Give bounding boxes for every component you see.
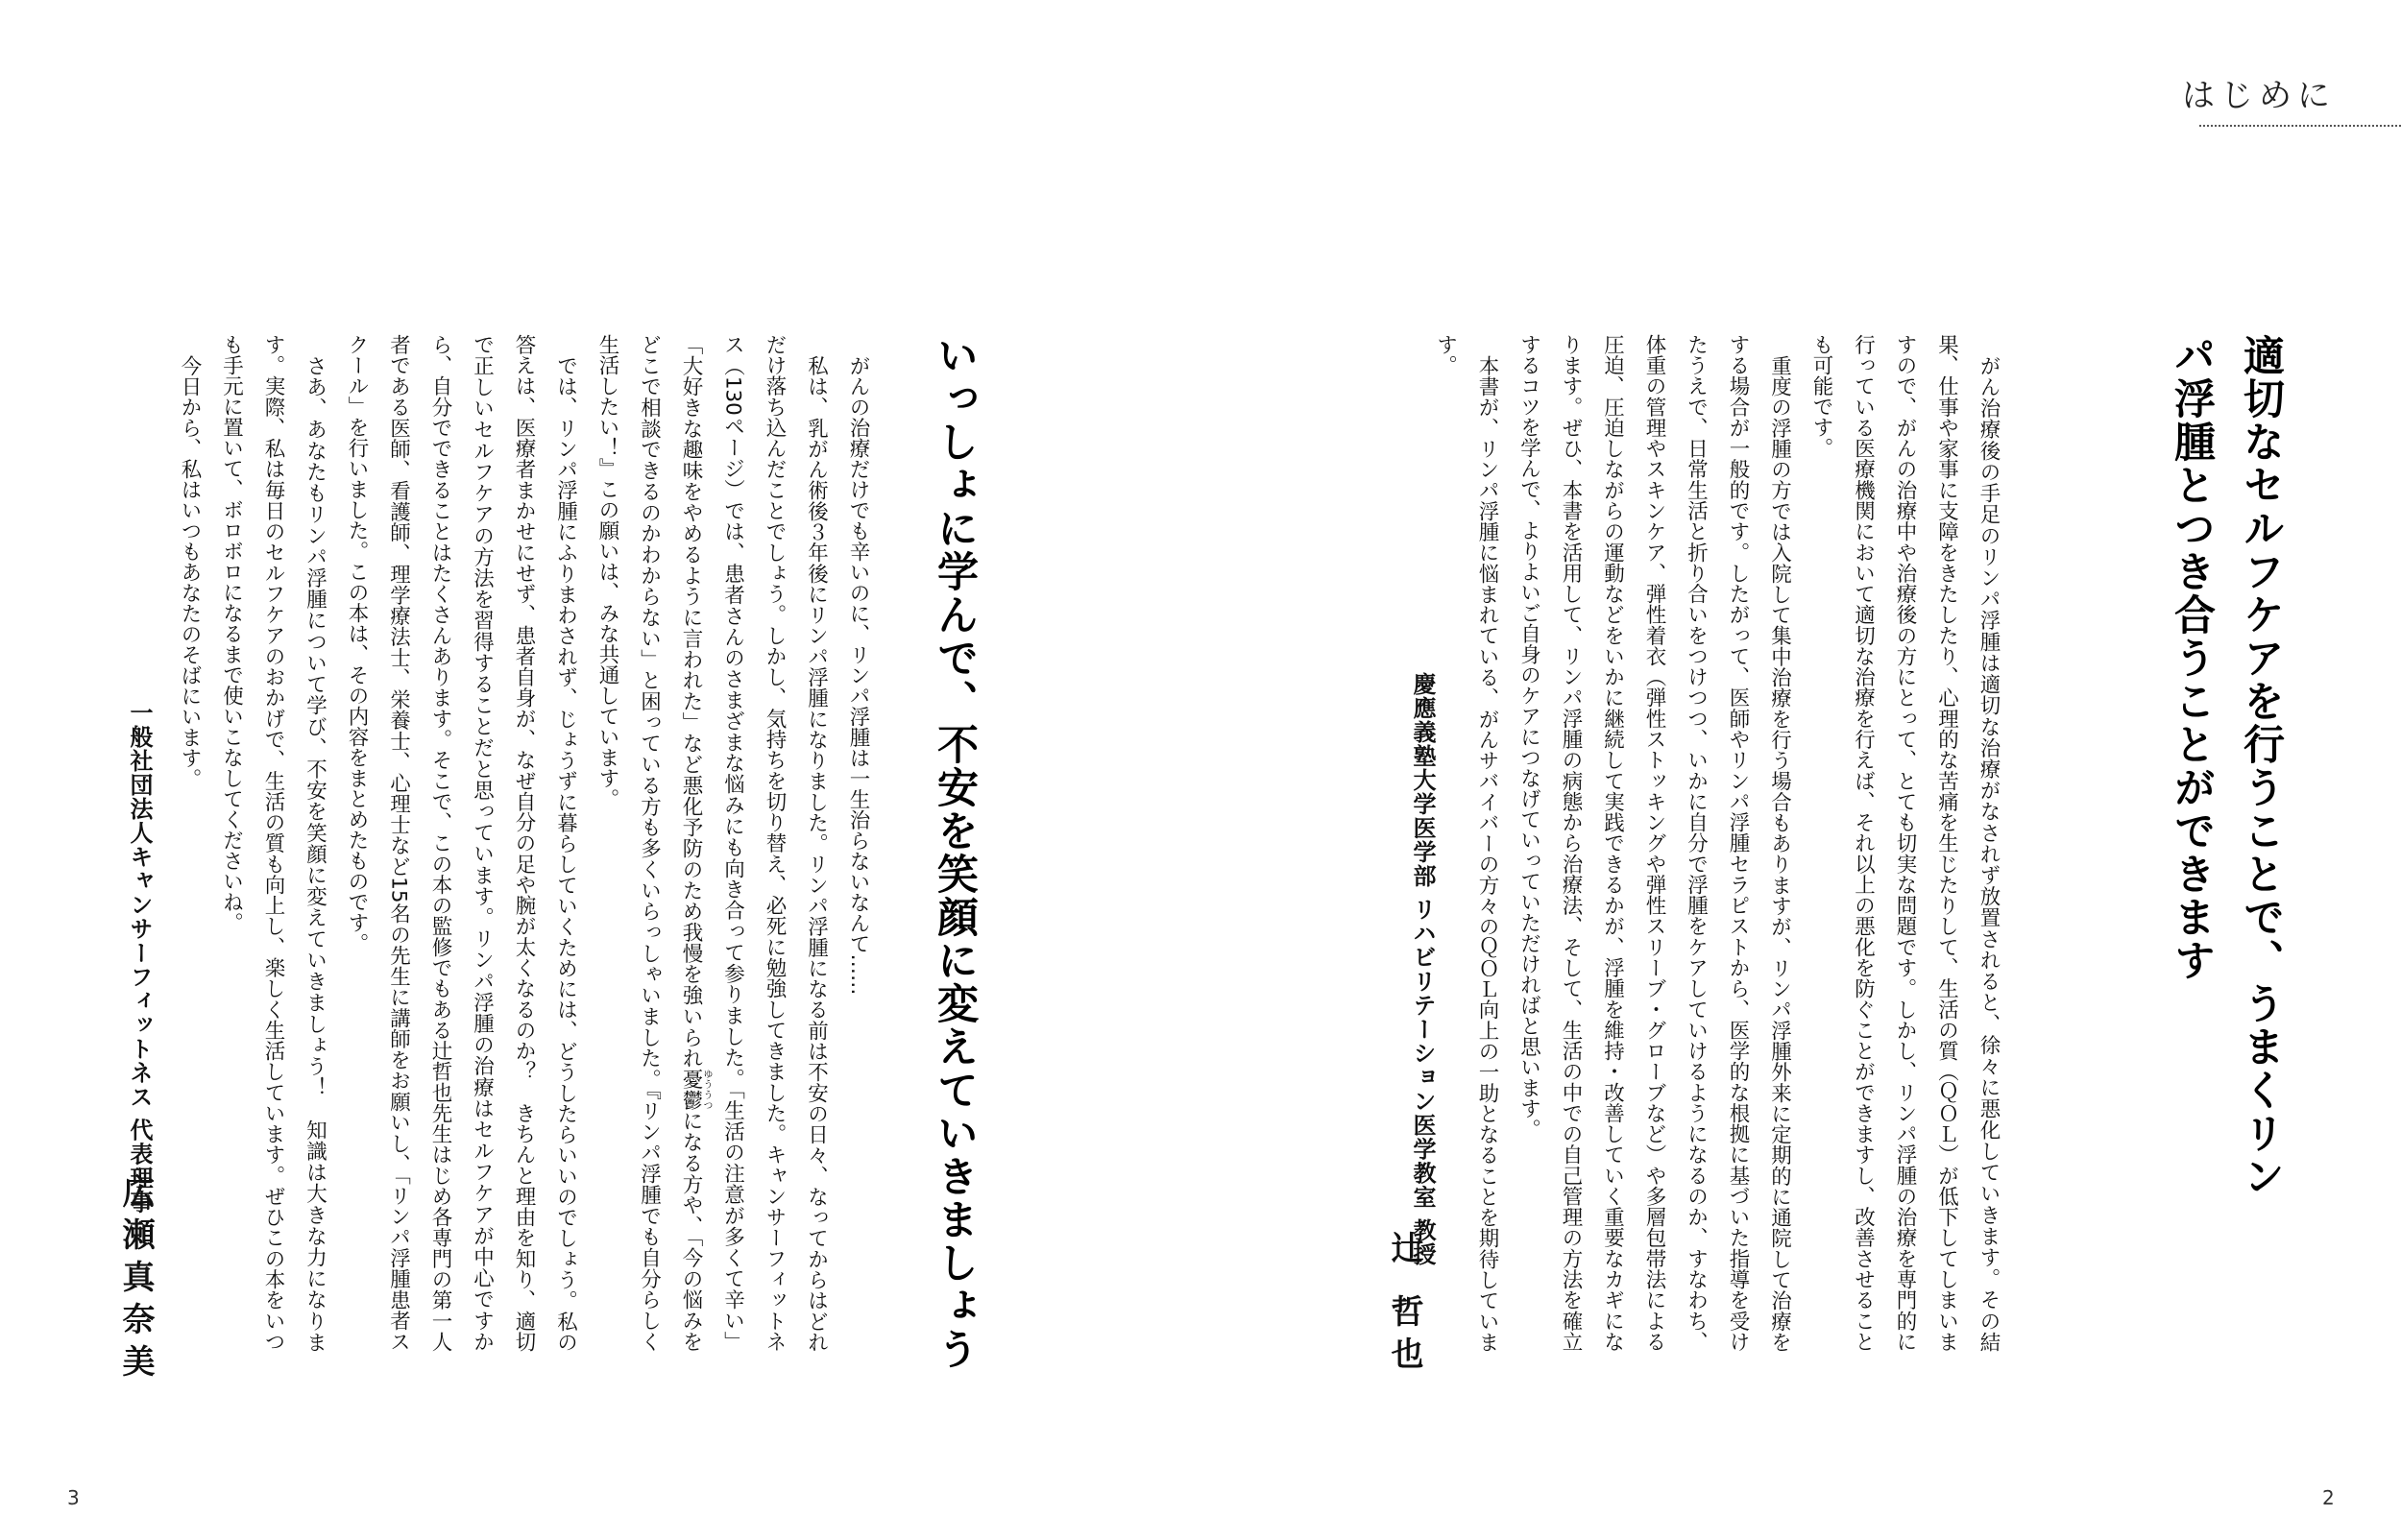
left-paragraph-5: 今日から、私はいつもあなたのそばにいます。 <box>178 354 202 788</box>
left-page-body <box>169 334 880 1352</box>
page-number-right: 2 <box>2322 1486 2335 1509</box>
right-paragraph-3: 本書が、リンパ浮腫に悩まれている、がんサバイバーの方々のＱＯＬ向上の一助となることを期待しています。 <box>1433 334 1499 1352</box>
left-paragraph-1: がんの治療だけでも辛いのに、リンパ浮腫は一生治らないなんて…… <box>846 354 870 995</box>
left-paragraph-3: では、リンパ浮腫にふりまわされず、じょうずに暮らしていくためには、どうしたらいいのでしょう。私の答えは、医療者まかせにせず、患者自身が、なぜ自分の足や腕が太くなるのか？ きちんと理由を知り、適切で正しいセルフケアの方法を習得することだと思っています。リンパ浮腫の治療はセルフケアが中心ですから、自分でできることはたくさんあります。そこで、この本の監修でもある辻哲也先生はじめ各専門の第一人者である医師、看護師、理学療法士、栄養士、心理士など15名の先生に講師をお願いし、「リンパ浮腫患者スクール」を行いました。この本は、その内容をまとめたものです。 <box>345 334 578 1352</box>
ruby-annotation: 憂鬱ゆううつ <box>679 1069 712 1111</box>
right-page-heading: 適切なセルフケアを行うことで、うまくリンパ浮腫とつき合うことができます <box>2168 334 2285 1198</box>
right-signature-affiliation: 慶應義塾大学医学部 リハビリテーション医学教室 教授 <box>1409 672 1436 1266</box>
section-title: はじめに <box>2182 77 2336 115</box>
left-paragraph-2: 私は、乳がん術後３年後にリンパ浮腫になりました。リンパ浮腫になる前は不安の日々、なってからはどれだけ落ち込んだことでしょう。しかし、気持ちを切り替え、必死に勉強してきました。キャンサーフィットネス（130ページ）では、患者さんのさまざまな悩みにも向き合って参りました。「生活の注意が多くて辛い」「大好きな趣味をやめるように言われた」など悪化予防のため我慢を強いられ憂鬱ゆううつになる方や、「今の悩みをどこで相談できるのかわからない」と困っている方も多くいらっしゃいました。『リンパ浮腫でも自分らしく生活したい！』この願いは、みな共通しています。 <box>595 334 829 1352</box>
page-number-left: 3 <box>67 1486 80 1509</box>
left-paragraph-4: さあ、あなたもリンパ浮腫について学び、不安を笑顔に変えていきましょう！ 知識は大きな力になります。実際、私は毎日のセルフケアのおかげで、生活の質も向上し、楽しく生活しています。ぜひこの本をいつも手元に置いて、ボロボロになるまで使いこなしてくださいね。 <box>219 334 327 1353</box>
left-signature-affiliation: 一般社団法人キャンサーフィットネス 代表理事 <box>126 701 153 1215</box>
right-signature-name: 辻 哲也 <box>1385 1231 1423 1379</box>
section-title-underline <box>2199 125 2401 127</box>
left-signature-name: 広瀬真奈美 <box>116 1175 155 1386</box>
right-paragraph-2: 重度の浮腫の方では入院して集中治療を行う場合もありますが、リンパ浮腫外来に定期的に通院して治療をする場合が一般的です。したがって、医師やリンパ浮腫セラピストから、医学的な根拠に基づいた指導を受けたうえで、日常生活と折り合いをつけつつ、いかに自分で浮腫をケアしていけるようになるのか、すなわち、体重の管理やスキンケア、弾性着衣（弾性ストッキングや弾性スリーブ・グローブなど）や多層包帯法による圧迫、圧迫しながらの運動などをいかに継続して実践できるかが、浮腫を維持・改善していく重要なカギになります。ぜひ、本書を活用して、リンパ浮腫の病態から治療法、そして、生活の中での自己管理の方法を確立するコツを学んで、よりよいご自身のケアにつなげていっていただければと思います。 <box>1516 334 1792 1352</box>
right-paragraph-1: がん治療後の手足のリンパ浮腫は適切な治療がなされず放置されると、徐々に悪化していきます。その結果、仕事や家事に支障をきたしたり、心理的な苦痛を生じたりして、生活の質（ＱＯＬ）が低下してしまいますので、がんの治療中や治療後の方にとって、とても切実な問題です。しかし、リンパ浮腫の治療を専門的に行っている医療機関において適切な治療を行えば、それ以上の悪化を防ぐことができますし、改善させることも可能です。 <box>1809 334 2001 1353</box>
left-page-heading: いっしょに学んで、不安を笑顔に変えていきましょう <box>931 334 979 1371</box>
right-page-body <box>1424 334 2009 1352</box>
